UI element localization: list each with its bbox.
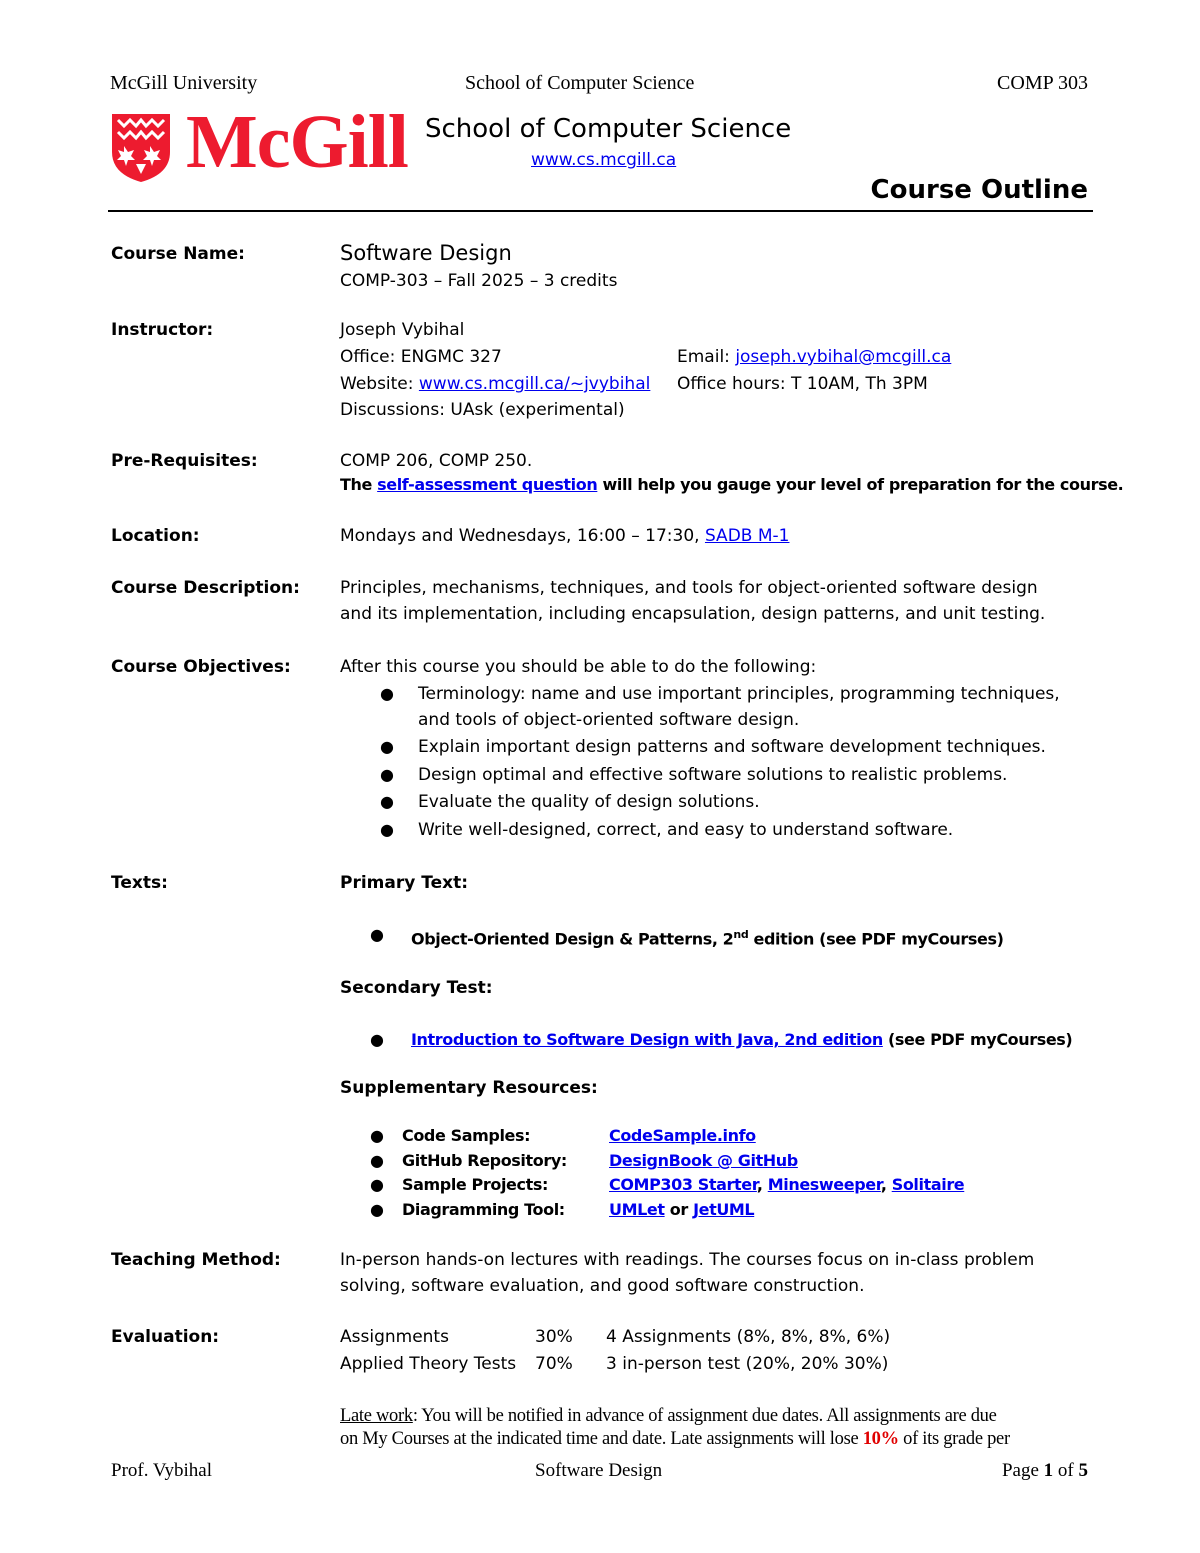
course-name-label: Course Name:	[111, 244, 245, 264]
objective-item: and tools of object-oriented software design.	[418, 710, 800, 730]
supplementary-heading: Supplementary Resources:	[340, 1078, 598, 1098]
location-room-link[interactable]: SADB M-1	[704, 526, 790, 546]
eval-detail: 4 Assignments (8%, 8%, 8%, 6%)	[606, 1327, 891, 1347]
late-work-line-2	[340, 1426, 1010, 1453]
hours-value: T 10AM, Th 3PM	[790, 374, 928, 394]
teaching-line-1: In-person hands-on lectures with readings. The courses focus on in-class problem	[340, 1250, 1035, 1270]
secondary-text-item	[411, 1027, 1072, 1054]
footer-author: Prof. Vybihal	[111, 1460, 212, 1481]
office-value: ENGMC 327	[400, 347, 502, 367]
bullet-icon: ●	[370, 1126, 384, 1145]
hours-label: Office hours:	[677, 374, 786, 394]
evaluation-label: Evaluation:	[111, 1327, 220, 1347]
resource-links	[609, 1197, 754, 1224]
header-rule	[108, 210, 1093, 212]
late-work-text: : You will be notified in advance of assignment due dates. All assignments are due	[412, 1406, 997, 1426]
primary-text-note: edition (see PDF myCourses)	[753, 929, 1004, 949]
bullet-icon: ●	[370, 925, 384, 944]
primary-text-title: Object-Oriented Design & Patterns, 2	[411, 929, 734, 949]
page-total: 5	[1078, 1460, 1088, 1481]
objective-item: Explain important design patterns and software development techniques.	[418, 737, 1046, 757]
objective-item: Evaluate the quality of design solutions.	[418, 792, 760, 812]
resource-name: Diagramming Tool:	[402, 1200, 565, 1219]
objectives-label: Course Objectives:	[111, 657, 291, 677]
course-title: Software Design	[340, 241, 512, 265]
prereq-pre: The	[340, 475, 372, 494]
prereq-post: will help you gauge your level of preparation for the course.	[602, 475, 1124, 494]
footer-course: Software Design	[535, 1460, 663, 1481]
self-assessment-link[interactable]: self-assessment question	[377, 475, 598, 494]
instructor-hours	[677, 371, 928, 398]
location-label: Location:	[111, 526, 200, 546]
eval-detail: 3 in-person test (20%, 20% 30%)	[606, 1354, 889, 1374]
eval-item: Assignments	[340, 1327, 449, 1347]
primary-text-item	[411, 922, 1004, 953]
secondary-text-note: (see PDF myCourses)	[888, 1030, 1073, 1049]
prereq-note	[340, 472, 1123, 499]
description-line-2: and its implementation, including encapsulation, design patterns, and unit testing.	[340, 604, 1046, 624]
resource-name: GitHub Repository:	[402, 1151, 567, 1170]
objective-item: Write well-designed, correct, and easy to understand software.	[418, 820, 954, 840]
resource-link[interactable]: JetUML	[693, 1200, 755, 1219]
instructor-office	[340, 344, 502, 371]
page-current: 1	[1043, 1460, 1054, 1481]
late-penalty: 10%	[862, 1429, 899, 1449]
resource-name: Code Samples:	[402, 1126, 531, 1145]
resource-separator: or	[669, 1200, 688, 1219]
mcgill-wordmark: McGill	[186, 100, 408, 184]
bullet-icon: ●	[380, 820, 394, 839]
resource-link[interactable]: Minesweeper	[767, 1175, 881, 1194]
location-value	[340, 523, 789, 550]
late-work-label: Late work	[340, 1406, 413, 1426]
prereq-courses: COMP 206, COMP 250.	[340, 451, 533, 471]
resource-link[interactable]: CodeSample.info	[609, 1126, 756, 1145]
bullet-icon: ●	[370, 1175, 384, 1194]
primary-text-heading: Primary Text:	[340, 873, 468, 893]
late-work-text: on My Courses at the indicated time and date. Late assignments will lose	[340, 1429, 859, 1449]
secondary-text-link[interactable]: Introduction to Software Design with Java, 2nd edition	[411, 1030, 883, 1049]
header-course: COMP 303	[997, 72, 1088, 94]
bullet-icon: ●	[380, 792, 394, 811]
office-label: Office:	[340, 347, 396, 367]
instructor-website	[340, 371, 650, 398]
eval-weight: 30%	[535, 1327, 573, 1347]
instructor-email	[677, 344, 951, 371]
bullet-icon: ●	[380, 765, 394, 784]
eval-item: Applied Theory Tests	[340, 1354, 517, 1374]
mcgill-crest-icon	[110, 112, 172, 184]
bullet-icon: ●	[380, 684, 394, 703]
instructor-label: Instructor:	[111, 320, 214, 340]
objectives-intro: After this course you should be able to do the following:	[340, 657, 817, 677]
bullet-icon: ●	[370, 1151, 384, 1170]
primary-text-sup: nd	[733, 928, 749, 941]
prereq-label: Pre-Requisites:	[111, 451, 258, 471]
email-link[interactable]: joseph.vybihal@mcgill.ca	[735, 347, 952, 367]
header-school: School of Computer Science	[465, 72, 695, 94]
school-title: School of Computer Science	[425, 114, 792, 144]
school-url-link[interactable]: www.cs.mcgill.ca	[531, 150, 677, 170]
resource-link[interactable]: Solitaire	[891, 1175, 965, 1194]
objective-item: Design optimal and effective software solutions to realistic problems.	[418, 765, 1008, 785]
website-link[interactable]: www.cs.mcgill.ca/~jvybihal	[418, 374, 651, 394]
description-line-1: Principles, mechanisms, techniques, and tools for object-oriented software design	[340, 578, 1038, 598]
teaching-label: Teaching Method:	[111, 1250, 281, 1270]
resource-link[interactable]: UMLet	[609, 1200, 665, 1219]
description-label: Course Description:	[111, 578, 300, 598]
location-text: Mondays and Wednesdays, 16:00 – 17:30,	[340, 526, 700, 546]
late-work-text: of its grade per	[903, 1429, 1010, 1449]
eval-weight: 70%	[535, 1354, 573, 1374]
teaching-line-2: solving, software evaluation, and good software construction.	[340, 1276, 865, 1296]
resource-link[interactable]: DesignBook @ GitHub	[609, 1151, 798, 1170]
email-label: Email:	[677, 347, 730, 367]
secondary-text-heading: Secondary Test:	[340, 978, 493, 998]
resource-links: COMP303 Starter, Minesweeper, Solitaire	[609, 1175, 965, 1194]
texts-label: Texts:	[111, 873, 168, 893]
website-label: Website:	[340, 374, 414, 394]
page-of: of	[1057, 1460, 1074, 1481]
page-label: Page	[1001, 1460, 1039, 1481]
resource-name: Sample Projects:	[402, 1175, 548, 1194]
bullet-icon: ●	[370, 1200, 384, 1219]
instructor-discussions: Discussions: UAsk (experimental)	[340, 400, 625, 420]
instructor-name: Joseph Vybihal	[340, 320, 465, 340]
bullet-icon: ●	[380, 737, 394, 756]
header-university: McGill University	[110, 72, 258, 94]
page-number	[1002, 1460, 1088, 1482]
objective-item: Terminology: name and use important principles, programming techniques,	[418, 684, 1060, 704]
course-code: COMP-303 – Fall 2025 – 3 credits	[340, 271, 618, 291]
doc-title: Course Outline	[870, 175, 1088, 205]
resource-link[interactable]: COMP303 Starter	[609, 1175, 757, 1194]
bullet-icon: ●	[370, 1030, 384, 1049]
